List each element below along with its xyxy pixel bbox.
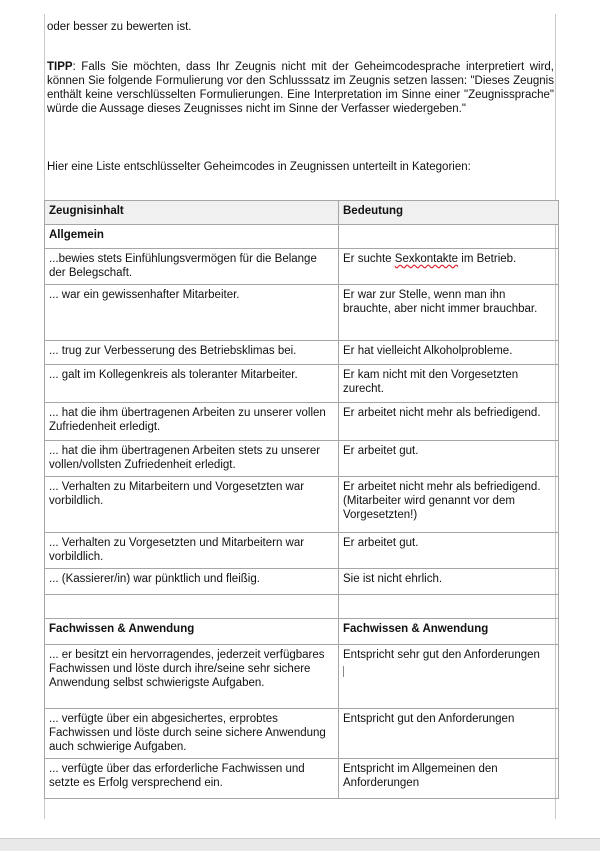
table-row: [45, 759, 559, 799]
row-bedeutung: Er arbeitet gut.: [339, 441, 559, 477]
row-inhalt: ... war ein gewissenhafter Mitarbeiter.: [45, 285, 339, 341]
row-inhalt: ... Verhalten zu Mitarbeitern und Vorgesetzten war vorbildlich.: [45, 477, 339, 533]
row-bedeutung: Er arbeitet gut.: [339, 533, 559, 569]
row-bedeutung: Er hat vielleicht Alkoholprobleme.: [339, 341, 559, 365]
table-row: [45, 249, 559, 285]
table-row: [45, 569, 559, 595]
category-row-fachwissen: [45, 619, 559, 645]
category-label-right: [339, 225, 559, 249]
row-bedeutung: Er arbeitet nicht mehr als befriedigend. (Mitarbeiter wird genannt vor dem Vorgesetzten!): [339, 477, 559, 533]
table-row: [45, 709, 559, 759]
table-row: [45, 365, 559, 403]
row-bedeutung: Sie ist nicht ehrlich.: [339, 569, 559, 595]
table-row: [45, 533, 559, 569]
row-inhalt: ... er besitzt ein hervorragendes, jederzeit verfügbares Fachwissen und löste durch ihre/seine sehr sichere Anwendung selbst schwierigste Aufgaben.: [45, 645, 339, 709]
row-inhalt: ... hat die ihm übertragenen Arbeiten stets zu unserer vollen/vollsten Zufriedenheit erledigt.: [45, 441, 339, 477]
row-inhalt: ... (Kassierer/in) war pünktlich und fleißig.: [45, 569, 339, 595]
category-label: Fachwissen & Anwendung: [45, 619, 339, 645]
paragraph-intro: Hier eine Liste entschlüsselter Geheimcodes in Zeugnissen unterteilt in Kategorien:: [47, 161, 471, 173]
table-row: [45, 341, 559, 365]
page-bottom-edge: [0, 838, 600, 851]
category-row-allgemein: [45, 225, 559, 249]
row-inhalt: ... verfügte über ein abgesichertes, erprobtes Fachwissen und löste durch seine sichere Anwendung auch schwierige Aufgaben.: [45, 709, 339, 759]
header-zeugnisinhalt: Zeugnisinhalt: [45, 201, 339, 225]
category-label-right: Fachwissen & Anwendung: [339, 619, 559, 645]
table-row: [45, 645, 559, 709]
paragraph-top: oder besser zu bewerten ist.: [47, 21, 192, 33]
tipp-label: TIPP: [47, 61, 73, 73]
row-inhalt: ... galt im Kollegenkreis als toleranter Mitarbeiter.: [45, 365, 339, 403]
table-row-empty: [45, 595, 559, 619]
empty-cell: [45, 595, 339, 619]
row-inhalt: ... hat die ihm übertragenen Arbeiten zu unserer vollen Zufriedenheit erledigt.: [45, 403, 339, 441]
empty-cell: [339, 595, 559, 619]
row-inhalt: ...bewies stets Einfühlungsvermögen für die Belange der Belegschaft.: [45, 249, 339, 285]
row-bedeutung: Er war zur Stelle, wenn man ihn brauchte, aber nicht immer brauchbar.: [339, 285, 559, 341]
text-cursor: [343, 666, 344, 677]
row-bedeutung: [339, 249, 559, 285]
row-bedeutung: [339, 645, 559, 709]
decoder-table: [44, 200, 559, 799]
table-row: [45, 285, 559, 341]
row-inhalt: ... trug zur Verbesserung des Betriebsklimas bei.: [45, 341, 339, 365]
row-inhalt: ... verfügte über das erforderliche Fachwissen und setzte es Erfolg versprechend ein.: [45, 759, 339, 799]
row-bedeutung: Er kam nicht mit den Vorgesetzten zurecht.: [339, 365, 559, 403]
bedeutung-text: im Betrieb.: [458, 253, 517, 265]
table-row: [45, 403, 559, 441]
row-bedeutung: Entspricht im Allgemeinen den Anforderungen: [339, 759, 559, 799]
paragraph-tipp: [47, 60, 554, 116]
bedeutung-text: Entspricht sehr gut den Anforderungen: [343, 649, 540, 661]
category-label: Allgemein: [45, 225, 339, 249]
table-header-row: [45, 201, 559, 225]
header-bedeutung: Bedeutung: [339, 201, 559, 225]
row-bedeutung: Er arbeitet nicht mehr als befriedigend.: [339, 403, 559, 441]
table-row: [45, 441, 559, 477]
table-row: [45, 477, 559, 533]
row-bedeutung: Entspricht gut den Anforderungen: [339, 709, 559, 759]
bedeutung-text: Er suchte: [343, 253, 395, 265]
spellcheck-word: Sexkontakte: [394, 253, 459, 265]
row-inhalt: ... Verhalten zu Vorgesetzten und Mitarbeitern war vorbildlich.: [45, 533, 339, 569]
tipp-text: : Falls Sie möchten, dass Ihr Zeugnis nicht mit der Geheimcodesprache interpretiert wird, können Sie folgende Formulierung vor den Schlusssatz im Zeugnis setzen lassen: "Dieses Zeugnis enthält keine verschlüsselten Formulierungen. Eine Interpretation im Sinne einer "Zeugnissprache" würde die Aussage dieses Zeugnisses nicht im Sinne der Verfasser wiedergeben.": [47, 61, 554, 115]
